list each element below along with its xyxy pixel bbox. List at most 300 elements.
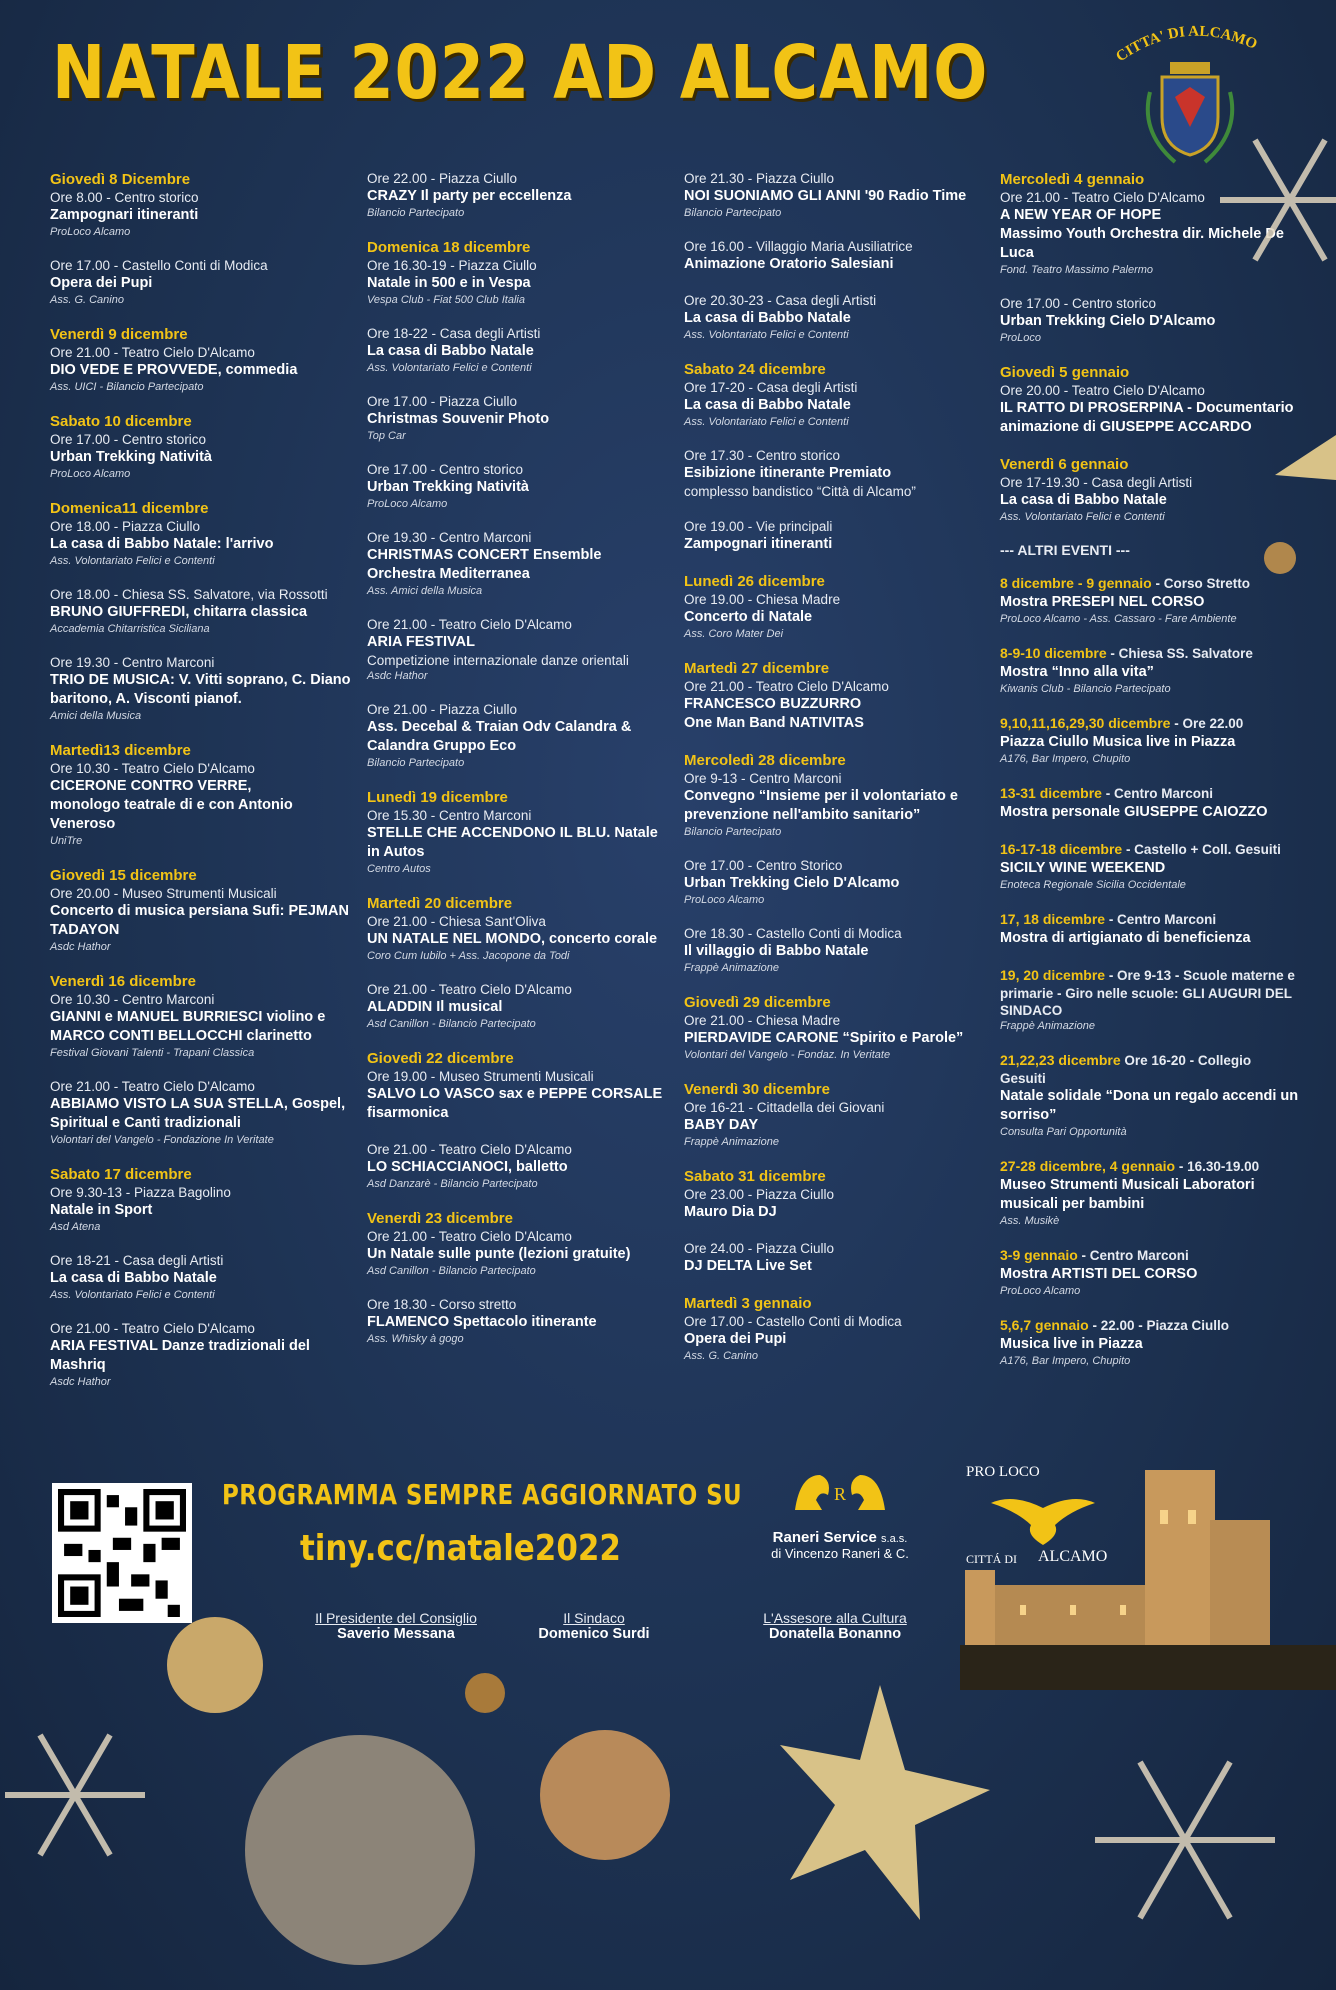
event-organizer: Fond. Teatro Massimo Palermo bbox=[1000, 264, 1154, 276]
other-event-date-line bbox=[1000, 1316, 1300, 1335]
event-title: FLAMENCO Spettacolo itinerante bbox=[367, 1314, 597, 1330]
event-date: Domenica 18 dicembre bbox=[367, 239, 531, 256]
event-item bbox=[684, 447, 989, 500]
signature-role: Il Presidente del Consiglio bbox=[315, 1610, 477, 1626]
city-crest-icon bbox=[1100, 22, 1280, 182]
event-title: Christmas Souvenir Photo bbox=[367, 411, 550, 427]
event-title: Urban Trekking Natività bbox=[50, 449, 212, 465]
event-time-place: Ore 19.00 - Chiesa Madre bbox=[684, 592, 841, 607]
event-time-place: Ore 19.30 - Centro Marconi bbox=[50, 655, 215, 670]
event-item bbox=[684, 1080, 989, 1149]
event-organizer: Asd Canillon - Bilancio Partecipato bbox=[367, 1265, 536, 1277]
event-date: Lunedì 19 dicembre bbox=[367, 789, 508, 806]
other-event-date-line bbox=[1000, 910, 1300, 929]
event-date: Martedì 20 dicembre bbox=[367, 895, 513, 912]
event-title: BABY DAY bbox=[684, 1117, 759, 1133]
event-organizer: Amici della Musica bbox=[50, 710, 142, 722]
other-event-place: - Centro Marconi bbox=[1077, 1248, 1189, 1263]
event-item bbox=[367, 461, 672, 511]
event-item bbox=[50, 741, 355, 848]
other-event-place: - Ore 9-13 - Scuole materne e primarie - Giro nelle scuole: GLI AUGURI DEL SINDACO bbox=[1000, 968, 1295, 1018]
event-item bbox=[1000, 363, 1300, 437]
event-time-place: Ore 9-13 - Centro Marconi bbox=[684, 771, 842, 786]
event-time-place: Ore 18.30 - Corso stretto bbox=[367, 1297, 517, 1312]
other-event-item bbox=[1000, 1051, 1300, 1139]
event-organizer: Ass. Whisky à gogo bbox=[367, 1333, 464, 1345]
event-date: Sabato 31 dicembre bbox=[684, 1168, 826, 1185]
event-item bbox=[50, 412, 355, 481]
event-organizer: Ass. G. Canino bbox=[684, 1350, 758, 1362]
event-item bbox=[367, 894, 672, 963]
event-date: Venerdì 6 gennaio bbox=[1000, 456, 1129, 473]
castle-image bbox=[960, 1450, 1336, 1690]
event-title: PIERDAVIDE CARONE “Spirito e Parole” bbox=[684, 1030, 964, 1046]
event-organizer: Bilancio Partecipato bbox=[684, 826, 782, 838]
event-time-place: Ore 16-21 - Cittadella dei Giovani bbox=[684, 1100, 885, 1115]
crest-label: CITTA' DI ALCAMO bbox=[1113, 23, 1260, 66]
other-event-title: Natale solidale “Dona un regalo accendi un sorriso” bbox=[1000, 1088, 1299, 1123]
raneri-name: Raneri Service bbox=[772, 1529, 877, 1546]
event-organizer: Asdc Hathor bbox=[50, 1376, 111, 1388]
event-organizer: ProLoco bbox=[1000, 332, 1041, 344]
other-event-organizer: ProLoco Alcamo bbox=[1000, 1285, 1081, 1297]
event-title: Un Natale sulle punte (lezioni gratuite) bbox=[367, 1246, 631, 1262]
event-organizer: Ass. Volontariato Felici e Contenti bbox=[1000, 511, 1165, 523]
event-date: Martedì 27 dicembre bbox=[684, 660, 830, 677]
event-subtitle: One Man Band NATIVITAS bbox=[684, 715, 864, 731]
raneri-suffix: s.a.s. bbox=[881, 1533, 908, 1545]
other-event-date: 13-31 dicembre bbox=[1000, 785, 1102, 801]
event-time-place: Ore 16.30-19 - Piazza Ciullo bbox=[367, 258, 537, 273]
event-item bbox=[684, 659, 989, 733]
event-time-place: Ore 10.30 - Teatro Cielo D'Alcamo bbox=[50, 761, 255, 776]
event-time-place: Ore 18-22 - Casa degli Artisti bbox=[367, 326, 541, 341]
event-title: La casa di Babbo Natale: l'arrivo bbox=[50, 536, 274, 552]
other-event-organizer: Kiwanis Club - Bilancio Partecipato bbox=[1000, 683, 1171, 695]
event-time-place: Ore 22.00 - Piazza Ciullo bbox=[367, 171, 518, 186]
event-date: Giovedì 29 dicembre bbox=[684, 994, 831, 1011]
signature-name: Donatella Bonanno bbox=[768, 1626, 902, 1642]
event-item bbox=[1000, 455, 1300, 524]
other-event-date-line bbox=[1000, 1051, 1300, 1087]
event-title: Il villaggio di Babbo Natale bbox=[684, 943, 869, 959]
other-event-title: SICILY WINE WEEKEND bbox=[1000, 860, 1166, 876]
other-event-item bbox=[1000, 910, 1300, 948]
other-event-title: Mostra “Inno alla vita” bbox=[1000, 664, 1154, 680]
event-item bbox=[50, 1252, 355, 1302]
event-subtitle: Massimo Youth Orchestra dir. Michele De Luca bbox=[1000, 226, 1284, 261]
other-event-date-line bbox=[1000, 784, 1300, 803]
other-event-date-line bbox=[1000, 1246, 1300, 1265]
event-item bbox=[50, 499, 355, 568]
event-time-place: Ore 17.00 - Centro storico bbox=[367, 462, 524, 477]
event-organizer: Ass. Volontariato Felici e Contenti bbox=[50, 1289, 215, 1301]
event-date: Giovedì 8 Dicembre bbox=[50, 171, 191, 188]
other-event-organizer: ProLoco Alcamo - Ass. Cassaro - Fare Ambiente bbox=[1000, 613, 1237, 625]
event-title: Zampognari itineranti bbox=[50, 207, 199, 223]
event-organizer: Top Car bbox=[367, 430, 406, 442]
event-title: FRANCESCO BUZZURRO bbox=[684, 696, 862, 712]
altri-eventi-heading: --- ALTRI EVENTI --- bbox=[1000, 542, 1130, 558]
proloco-city: ALCAMO bbox=[1038, 1548, 1108, 1565]
other-event-place: Ore 16-20 - Collegio Gesuiti bbox=[1000, 1053, 1252, 1086]
event-item bbox=[684, 857, 989, 907]
event-title: UN NATALE NEL MONDO, concerto corale bbox=[367, 931, 658, 947]
event-item bbox=[684, 1294, 989, 1363]
event-organizer: Ass. Volontariato Felici e Contenti bbox=[684, 329, 849, 341]
event-title: Mauro Dia DJ bbox=[684, 1204, 777, 1220]
promo-url-link[interactable]: tiny.cc/natale2022 bbox=[300, 1528, 621, 1569]
other-event-place: - Ore 22.00 bbox=[1170, 716, 1244, 731]
event-item bbox=[367, 788, 672, 876]
other-event-date: 9,10,11,16,29,30 dicembre bbox=[1000, 715, 1171, 731]
event-title: Urban Trekking Cielo D'Alcamo bbox=[1000, 313, 1216, 329]
event-time-place: Ore 21.00 - Teatro Cielo D'Alcamo bbox=[50, 1321, 255, 1336]
event-title: ARIA FESTIVAL Danze tradizionali del Mashriq bbox=[50, 1338, 310, 1373]
other-event-item bbox=[1000, 714, 1300, 766]
other-event-date-line bbox=[1000, 966, 1300, 1019]
event-title: ABBIAMO VISTO LA SUA STELLA, Gospel, Spiritual e Canti tradizionali bbox=[50, 1096, 346, 1131]
event-time-place: Ore 8.00 - Centro storico bbox=[50, 190, 199, 205]
event-organizer: Asd Atena bbox=[50, 1221, 101, 1233]
event-time-place: Ore 17.00 - Castello Conti di Modica bbox=[50, 258, 268, 273]
event-time-place: Ore 24.00 - Piazza Ciullo bbox=[684, 1241, 835, 1256]
event-time-place: Ore 18-21 - Casa degli Artisti bbox=[50, 1253, 224, 1268]
event-subtitle: monologo teatrale di e con Antonio Veneroso bbox=[50, 797, 293, 832]
events-column-2 bbox=[367, 170, 672, 1364]
event-time-place: Ore 21.00 - Teatro Cielo D'Alcamo bbox=[367, 982, 572, 997]
promo-heading: PROGRAMMA SEMPRE AGGIORNATO SU bbox=[222, 1478, 743, 1511]
event-item bbox=[50, 257, 355, 307]
event-organizer: ProLoco Alcamo bbox=[367, 498, 448, 510]
other-event-place: - Castello + Coll. Gesuiti bbox=[1122, 842, 1281, 857]
event-time-place: Ore 17.00 - Piazza Ciullo bbox=[367, 394, 518, 409]
event-title: Opera dei Pupi bbox=[50, 275, 153, 291]
event-item bbox=[367, 616, 672, 683]
event-item bbox=[367, 1049, 672, 1123]
raneri-logo bbox=[760, 1460, 920, 1561]
other-event-date: 19, 20 dicembre bbox=[1000, 967, 1106, 983]
event-title: Concerto di musica persiana Sufi: PEJMAN TADAYON bbox=[50, 903, 349, 938]
event-time-place: Ore 21.00 - Teatro Cielo D'Alcamo bbox=[367, 1142, 572, 1157]
other-event-place: - Centro Marconi bbox=[1105, 912, 1217, 927]
event-item bbox=[50, 170, 355, 239]
event-item bbox=[1000, 170, 1300, 277]
event-title: GIANNI e MANUEL BURRIESCI violino e MARCO CONTI BELLOCCHI clarinetto bbox=[50, 1009, 326, 1044]
signature-role: Il Sindaco bbox=[563, 1610, 625, 1626]
event-time-place: Ore 17-19.30 - Casa degli Artisti bbox=[1000, 475, 1193, 490]
other-event-place: - Corso Stretto bbox=[1151, 576, 1250, 591]
other-event-item bbox=[1000, 1316, 1300, 1368]
event-time-place: Ore 21.00 - Teatro Cielo D'Alcamo bbox=[367, 617, 572, 632]
other-event-item bbox=[1000, 966, 1300, 1033]
event-organizer: Volontari del Vangelo - Fondaz. In Veritate bbox=[684, 1049, 891, 1061]
event-item bbox=[1000, 295, 1300, 345]
event-time-place: Ore 17.00 - Centro storico bbox=[1000, 296, 1157, 311]
event-organizer: Ass. Volontariato Felici e Contenti bbox=[50, 555, 215, 567]
event-organizer: Coro Cum Iubilo + Ass. Jacopone da Todi bbox=[367, 950, 570, 962]
signature-2 bbox=[494, 1610, 694, 1642]
event-title: Convegno “Insieme per il volontariato e prevenzione nell'ambito sanitario” bbox=[684, 788, 958, 823]
event-title: La casa di Babbo Natale bbox=[1000, 492, 1167, 508]
event-item bbox=[684, 170, 989, 220]
event-title: DJ DELTA Live Set bbox=[684, 1258, 812, 1274]
other-event-title: Mostra personale GIUSEPPE CAIOZZO bbox=[1000, 804, 1268, 820]
event-item bbox=[50, 1078, 355, 1147]
event-date: Domenica11 dicembre bbox=[50, 500, 209, 517]
event-organizer: Bilancio Partecipato bbox=[367, 207, 465, 219]
other-event-date: 16-17-18 dicembre bbox=[1000, 841, 1123, 857]
event-title: Urban Trekking Natività bbox=[367, 479, 529, 495]
other-event-title: Musica live in Piazza bbox=[1000, 1336, 1143, 1352]
event-title: CHRISTMAS CONCERT Ensemble Orchestra Mediterranea bbox=[367, 547, 602, 582]
event-item bbox=[50, 866, 355, 954]
event-organizer: Frappè Animazione bbox=[684, 962, 779, 974]
other-event-place: - Chiesa SS. Salvatore bbox=[1106, 646, 1253, 661]
event-date: Mercoledì 4 gennaio bbox=[1000, 171, 1145, 188]
event-item bbox=[50, 586, 355, 636]
event-organizer: Asdc Hathor bbox=[367, 670, 428, 682]
event-organizer: ProLoco Alcamo bbox=[50, 226, 131, 238]
event-time-place: Ore 21.00 - Teatro Cielo D'Alcamo bbox=[684, 679, 889, 694]
other-event-item bbox=[1000, 1157, 1300, 1228]
event-subtitle: Competizione internazionale danze orientali bbox=[367, 653, 629, 668]
other-event-date: 21,22,23 dicembre bbox=[1000, 1052, 1121, 1068]
event-time-place: Ore 21.00 - Teatro Cielo D'Alcamo bbox=[50, 1079, 255, 1094]
event-title: Animazione Oratorio Salesiani bbox=[684, 256, 894, 272]
event-date: Martedì 3 gennaio bbox=[684, 1295, 812, 1312]
other-event-item bbox=[1000, 840, 1300, 892]
event-title: La casa di Babbo Natale bbox=[684, 397, 851, 413]
event-time-place: Ore 21.30 - Piazza Ciullo bbox=[684, 171, 835, 186]
event-item bbox=[367, 325, 672, 375]
event-title: LO SCHIACCIANOCI, balletto bbox=[367, 1159, 568, 1175]
event-time-place: Ore 17.00 - Castello Conti di Modica bbox=[684, 1314, 902, 1329]
event-title: BRUNO GIUFFREDI, chitarra classica bbox=[50, 604, 308, 620]
event-item bbox=[684, 360, 989, 429]
other-event-title: Mostra ARTISTI DEL CORSO bbox=[1000, 1266, 1198, 1282]
event-date: Giovedì 15 dicembre bbox=[50, 867, 197, 884]
event-item bbox=[684, 1167, 989, 1222]
other-event-organizer: Frappè Animazione bbox=[1000, 1020, 1095, 1032]
event-date: Giovedì 22 dicembre bbox=[367, 1050, 514, 1067]
event-organizer: Asdc Hathor bbox=[50, 941, 111, 953]
event-title: Urban Trekking Cielo D'Alcamo bbox=[684, 875, 900, 891]
event-time-place: Ore 21.00 - Chiesa Madre bbox=[684, 1013, 841, 1028]
event-date: Sabato 24 dicembre bbox=[684, 361, 826, 378]
event-date: Giovedì 5 gennaio bbox=[1000, 364, 1130, 381]
event-date: Venerdì 9 dicembre bbox=[50, 326, 188, 343]
other-event-item bbox=[1000, 574, 1300, 626]
event-title: CICERONE CONTRO VERRE, bbox=[50, 778, 252, 794]
other-event-organizer: Enoteca Regionale Sicilia Occidentale bbox=[1000, 879, 1186, 891]
raneri-sub: di Vincenzo Raneri & C. bbox=[771, 1546, 909, 1561]
event-time-place: Ore 18.00 - Chiesa SS. Salvatore, via Rossotti bbox=[50, 587, 328, 602]
event-date: Venerdì 16 dicembre bbox=[50, 973, 196, 990]
event-organizer: Ass. UICI - Bilancio Partecipato bbox=[50, 381, 204, 393]
events-column-4 bbox=[1000, 170, 1300, 1386]
event-title: CRAZY Il party per eccellenza bbox=[367, 188, 572, 204]
event-title: Concerto di Natale bbox=[684, 609, 813, 625]
event-item bbox=[367, 1141, 672, 1191]
event-time-place: Ore 19.00 - Museo Strumenti Musicali bbox=[367, 1069, 594, 1084]
event-item bbox=[684, 292, 989, 342]
signature-name: Domenico Surdi bbox=[538, 1626, 650, 1642]
signature-1 bbox=[296, 1610, 496, 1642]
event-title: SALVO LO VASCO sax e PEPPE CORSALE fisarmonica bbox=[367, 1086, 663, 1121]
event-organizer: Ass. Amici della Musica bbox=[367, 585, 483, 597]
event-date: Sabato 10 dicembre bbox=[50, 413, 192, 430]
event-organizer: Ass. Coro Mater Dei bbox=[684, 628, 784, 640]
other-event-place: - 22.00 - Piazza Ciullo bbox=[1088, 1318, 1229, 1333]
event-time-place: Ore 21.00 - Teatro Cielo D'Alcamo bbox=[1000, 190, 1205, 205]
event-item bbox=[684, 518, 989, 554]
proloco-city-prefix: CITTÁ DI bbox=[966, 1552, 1017, 1566]
signature-name: Saverio Messana bbox=[337, 1626, 455, 1642]
event-organizer: Volontari del Vangelo - Fondazione In Veritate bbox=[50, 1134, 274, 1146]
other-event-organizer: A176, Bar Impero, Chupito bbox=[1000, 1355, 1131, 1367]
other-event-item bbox=[1000, 644, 1300, 696]
proloco-top: PRO LOCO bbox=[966, 1464, 1040, 1480]
event-item bbox=[684, 925, 989, 975]
event-subtitle: complesso bandistico “Città di Alcamo” bbox=[684, 484, 916, 499]
event-item bbox=[50, 1165, 355, 1234]
event-organizer: Ass. G. Canino bbox=[50, 294, 124, 306]
event-item bbox=[684, 1240, 989, 1276]
event-time-place: Ore 9.30-13 - Piazza Bagolino bbox=[50, 1185, 231, 1200]
other-event-date-line bbox=[1000, 714, 1300, 733]
page-title: NATALE 2022 AD ALCAMO bbox=[52, 30, 989, 116]
other-event-date: 5,6,7 gennaio bbox=[1000, 1317, 1089, 1333]
event-organizer: Centro Autos bbox=[367, 863, 431, 875]
event-organizer: Frappè Animazione bbox=[684, 1136, 779, 1148]
event-time-place: Ore 17.00 - Centro Storico bbox=[684, 858, 843, 873]
qr-code-icon[interactable] bbox=[52, 1483, 192, 1623]
event-organizer: ProLoco Alcamo bbox=[684, 894, 765, 906]
event-item bbox=[684, 238, 989, 274]
event-title: DIO VEDE E PROVVEDE, commedia bbox=[50, 362, 298, 378]
signature-role: L'Assesore alla Cultura bbox=[763, 1610, 907, 1626]
event-time-place: Ore 21.00 - Teatro Cielo D'Alcamo bbox=[367, 1229, 572, 1244]
event-organizer: Asd Canillon - Bilancio Partecipato bbox=[367, 1018, 536, 1030]
event-date: Lunedì 26 dicembre bbox=[684, 573, 825, 590]
event-time-place: Ore 15.30 - Centro Marconi bbox=[367, 808, 532, 823]
other-event-item bbox=[1000, 1246, 1300, 1298]
event-time-place: Ore 20.30-23 - Casa degli Artisti bbox=[684, 293, 877, 308]
other-event-organizer: Ass. Musikè bbox=[1000, 1215, 1060, 1227]
event-item bbox=[367, 981, 672, 1031]
event-title: La casa di Babbo Natale bbox=[50, 1270, 217, 1286]
event-title: Esibizione itinerante Premiato bbox=[684, 465, 892, 481]
event-date: Martedì13 dicembre bbox=[50, 742, 191, 759]
event-item bbox=[367, 529, 672, 598]
other-event-item bbox=[1000, 784, 1300, 822]
event-date: Sabato 17 dicembre bbox=[50, 1166, 192, 1183]
event-time-place: Ore 20.00 - Teatro Cielo D'Alcamo bbox=[1000, 383, 1205, 398]
event-organizer: Bilancio Partecipato bbox=[367, 757, 465, 769]
event-item bbox=[367, 393, 672, 443]
event-time-place: Ore 23.00 - Piazza Ciullo bbox=[684, 1187, 835, 1202]
event-organizer: ProLoco Alcamo bbox=[50, 468, 131, 480]
event-title: NOI SUONIAMO GLI ANNI '90 Radio Time bbox=[684, 188, 967, 204]
event-time-place: Ore 17-20 - Casa degli Artisti bbox=[684, 380, 858, 395]
svg-text:CITTA' DI ALCAMO bbox=[1113, 24, 1259, 66]
event-organizer: Accademia Chitarristica Siciliana bbox=[50, 623, 210, 635]
event-item bbox=[367, 170, 672, 220]
event-time-place: Ore 18.00 - Piazza Ciullo bbox=[50, 519, 201, 534]
other-event-date: 8-9-10 dicembre bbox=[1000, 645, 1107, 661]
other-event-title: Mostra di artigianato di beneficienza bbox=[1000, 930, 1251, 946]
event-time-place: Ore 21.00 - Teatro Cielo D'Alcamo bbox=[50, 345, 255, 360]
event-title: La casa di Babbo Natale bbox=[684, 310, 851, 326]
event-time-place: Ore 16.00 - Villaggio Maria Ausiliatrice bbox=[684, 239, 913, 254]
event-title: Natale in Sport bbox=[50, 1202, 153, 1218]
event-organizer: Ass. Volontariato Felici e Contenti bbox=[367, 362, 532, 374]
other-event-date: 8 dicembre - 9 gennaio bbox=[1000, 575, 1152, 591]
event-item bbox=[684, 993, 989, 1062]
event-organizer: Bilancio Partecipato bbox=[684, 207, 782, 219]
other-event-organizer: Consulta Pari Opportunità bbox=[1000, 1126, 1127, 1138]
other-event-date: 27-28 dicembre, 4 gennaio bbox=[1000, 1158, 1176, 1174]
other-event-date: 3-9 gennaio bbox=[1000, 1247, 1078, 1263]
event-time-place: Ore 17.30 - Centro storico bbox=[684, 448, 841, 463]
other-event-title: Piazza Ciullo Musica live in Piazza bbox=[1000, 734, 1236, 750]
event-title: Zampognari itineranti bbox=[684, 536, 833, 552]
event-time-place: Ore 20.00 - Museo Strumenti Musicali bbox=[50, 886, 277, 901]
event-item bbox=[684, 572, 989, 641]
event-item bbox=[50, 654, 355, 723]
event-time-place: Ore 19.00 - Vie principali bbox=[684, 519, 833, 534]
event-organizer: Festival Giovani Talenti - Trapani Classica bbox=[50, 1047, 255, 1059]
event-time-place: Ore 21.00 - Chiesa Sant'Oliva bbox=[367, 914, 546, 929]
event-time-place: Ore 19.30 - Centro Marconi bbox=[367, 530, 532, 545]
other-event-date: 17, 18 dicembre bbox=[1000, 911, 1106, 927]
event-organizer: Vespa Club - Fiat 500 Club Italia bbox=[367, 294, 525, 306]
event-time-place: Ore 21.00 - Piazza Ciullo bbox=[367, 702, 518, 717]
event-title: La casa di Babbo Natale bbox=[367, 343, 534, 359]
event-date: Mercoledì 28 dicembre bbox=[684, 752, 846, 769]
event-time-place: Ore 10.30 - Centro Marconi bbox=[50, 992, 215, 1007]
event-title: Natale in 500 e in Vespa bbox=[367, 275, 531, 291]
event-title: ARIA FESTIVAL bbox=[367, 634, 475, 650]
event-organizer: Ass. Volontariato Felici e Contenti bbox=[684, 416, 849, 428]
event-time-place: Ore 18.30 - Castello Conti di Modica bbox=[684, 926, 902, 941]
event-item bbox=[367, 1209, 672, 1278]
other-event-date-line bbox=[1000, 574, 1300, 593]
event-item bbox=[684, 751, 989, 839]
other-event-place: - 16.30-19.00 bbox=[1175, 1159, 1260, 1174]
event-date: Venerdì 23 dicembre bbox=[367, 1210, 513, 1227]
event-item bbox=[367, 238, 672, 307]
event-title: TRIO DE MUSICA: V. Vitti soprano, C. Diano baritono, A. Visconti pianof. bbox=[50, 672, 351, 707]
other-event-title: Museo Strumenti Musicali Laboratori musicali per bambini bbox=[1000, 1177, 1255, 1212]
event-item bbox=[50, 1320, 355, 1389]
svg-text:R: R bbox=[833, 1484, 847, 1504]
event-title: Ass. Decebal & Traian Odv Calandra & Calandra Gruppo Eco bbox=[367, 719, 632, 754]
other-event-organizer: A176, Bar Impero, Chupito bbox=[1000, 753, 1131, 765]
event-title: ALADDIN Il musical bbox=[367, 999, 503, 1015]
other-event-date-line bbox=[1000, 1157, 1300, 1176]
other-event-date-line bbox=[1000, 644, 1300, 663]
event-item bbox=[50, 325, 355, 394]
event-organizer: Asd Danzarè - Bilancio Partecipato bbox=[367, 1178, 538, 1190]
event-item bbox=[50, 972, 355, 1060]
signature-3 bbox=[735, 1610, 935, 1642]
lions-icon bbox=[785, 1460, 895, 1520]
event-date: Venerdì 30 dicembre bbox=[684, 1081, 830, 1098]
other-event-title: Mostra PRESEPI NEL CORSO bbox=[1000, 594, 1205, 610]
event-item bbox=[367, 1296, 672, 1346]
